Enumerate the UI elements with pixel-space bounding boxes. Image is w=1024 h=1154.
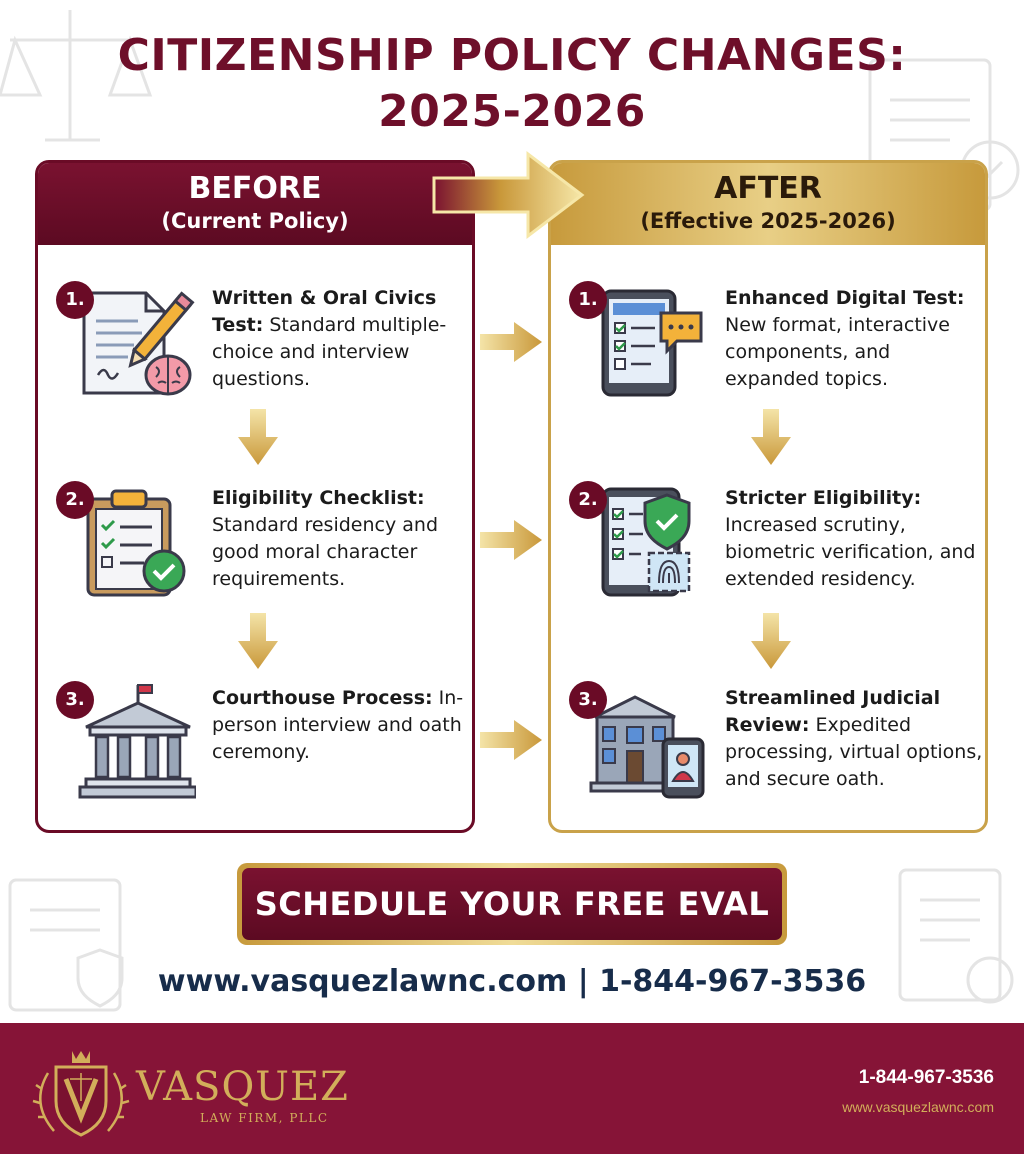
step-number: 3. xyxy=(56,681,94,719)
after-step-3-text xyxy=(725,685,987,793)
title-line-2: 2025-2026 xyxy=(378,86,646,137)
right-arrow-icon xyxy=(480,322,542,362)
document-pencil-brain-icon xyxy=(76,283,196,401)
down-arrow-icon xyxy=(751,613,791,669)
down-arrow-icon xyxy=(238,409,278,465)
before-heading: BEFORE xyxy=(188,171,322,206)
step-desc: Expedited processing, virtual options, and secure oath. xyxy=(725,714,983,790)
after-step-3 xyxy=(551,681,985,811)
law-firm-crest-icon xyxy=(28,1043,134,1143)
before-step-1 xyxy=(38,281,472,411)
step-title: Streamlined Judicial Review: xyxy=(725,687,941,736)
before-step-3-text xyxy=(212,685,474,766)
courthouse-tablet-icon xyxy=(589,683,709,801)
right-arrow-icon xyxy=(480,520,542,560)
step-title: Enhanced Digital Test: xyxy=(725,287,965,309)
down-arrow-icon xyxy=(238,613,278,669)
down-arrow-icon xyxy=(751,409,791,465)
step-desc: Standard multiple-choice and interview questions. xyxy=(212,314,447,390)
step-desc: In-person interview and oath ceremony. xyxy=(212,687,464,763)
step-desc: Increased scrutiny, biometric verification, and extended residency. xyxy=(725,514,976,590)
after-step-1-text xyxy=(725,285,987,393)
before-panel xyxy=(35,160,475,833)
footer xyxy=(0,1023,1024,1154)
footer-website[interactable]: www.vasquezlawnc.com xyxy=(842,1099,994,1115)
tablet-shield-fingerprint-icon xyxy=(589,483,709,601)
step-title: Courthouse Process: xyxy=(212,687,433,709)
contact-line[interactable]: www.vasquezlawnc.com | 1-844-967-3536 xyxy=(157,964,867,999)
brand-subtitle: LAW FIRM, PLLC xyxy=(200,1111,329,1125)
before-step-1-text xyxy=(212,285,474,393)
after-step-1 xyxy=(551,281,985,411)
after-panel xyxy=(548,160,988,833)
after-step-2-text xyxy=(725,485,987,593)
right-arrow-icon xyxy=(428,150,588,240)
footer-phone[interactable]: 1-844-967-3536 xyxy=(858,1067,994,1088)
after-step-2 xyxy=(551,481,985,611)
schedule-eval-label: SCHEDULE YOUR FREE EVAL xyxy=(242,868,782,940)
step-title: Written & Oral Civics Test: xyxy=(212,287,437,336)
before-step-2-text xyxy=(212,485,474,593)
step-number: 2. xyxy=(569,481,607,519)
clipboard-check-icon xyxy=(76,483,196,601)
courthouse-icon xyxy=(76,683,196,801)
before-subheading: (Current Policy) xyxy=(161,209,349,233)
after-header xyxy=(551,163,985,245)
step-number: 1. xyxy=(569,281,607,319)
step-desc: Standard residency and good moral character requirements. xyxy=(212,514,439,590)
title-line-1: CITIZENSHIP POLICY CHANGES: xyxy=(117,30,907,81)
step-number: 2. xyxy=(56,481,94,519)
tablet-chat-icon xyxy=(589,283,709,401)
after-heading: AFTER xyxy=(714,171,822,206)
after-subheading: (Effective 2025-2026) xyxy=(640,209,896,233)
step-title: Stricter Eligibility: xyxy=(725,487,922,509)
schedule-eval-button[interactable] xyxy=(237,863,787,945)
step-desc: New format, interactive components, and expanded topics. xyxy=(725,314,950,390)
step-number: 1. xyxy=(56,281,94,319)
right-arrow-icon xyxy=(480,720,542,760)
page-title xyxy=(0,28,1024,140)
brand-name: VASQUEZ xyxy=(136,1064,349,1110)
step-title: Eligibility Checklist: xyxy=(212,487,425,509)
before-step-3 xyxy=(38,681,472,811)
before-header xyxy=(38,163,472,245)
step-number: 3. xyxy=(569,681,607,719)
before-step-2 xyxy=(38,481,472,611)
